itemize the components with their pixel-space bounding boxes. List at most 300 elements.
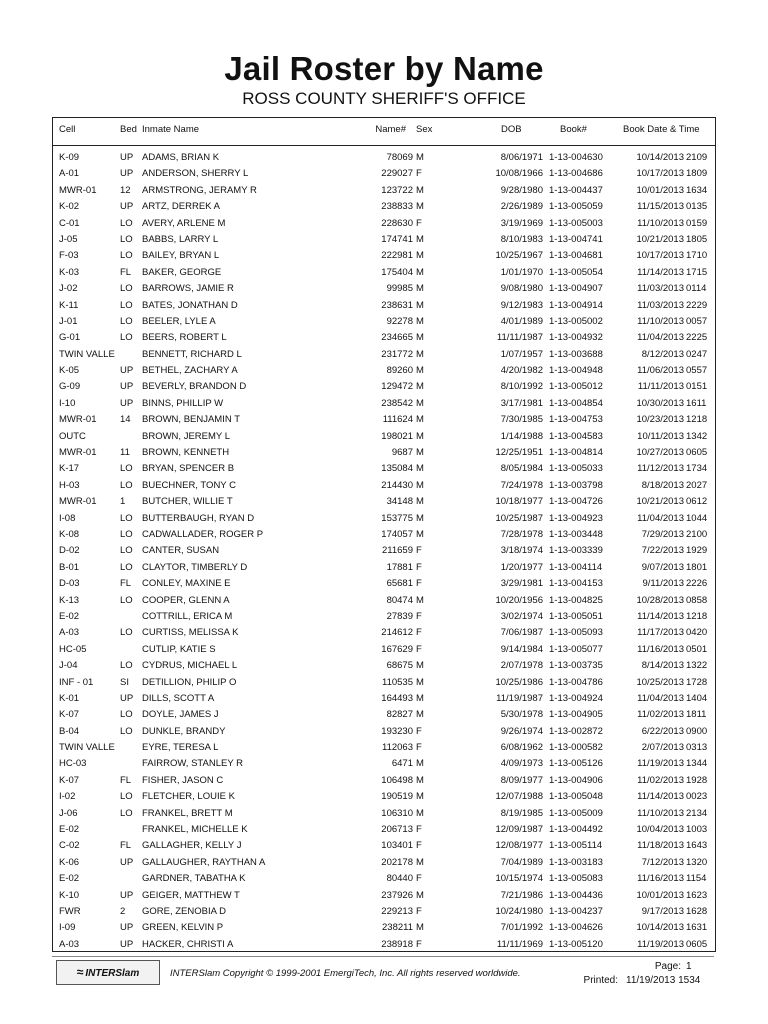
row-bed: LO	[120, 545, 133, 557]
row-bed: LO	[120, 463, 133, 475]
row-name-number: 80440	[386, 873, 413, 885]
row-bed: LO	[120, 709, 133, 721]
row-cell: K-09	[59, 152, 80, 163]
row-book-date: 11/04/2013	[637, 332, 684, 344]
row-book-date: 8/12/2013	[641, 348, 684, 360]
row-inmate-name: CYDRUS, MICHAEL L	[142, 660, 238, 672]
row-inmate-name: CADWALLADER, ROGER P	[142, 528, 264, 540]
table-row	[53, 543, 715, 559]
row-sex: F	[416, 627, 422, 639]
row-book-date: 10/17/2013	[636, 168, 684, 180]
row-sex: M	[416, 414, 424, 426]
row-name-number: 206713	[381, 824, 413, 836]
row-sex: M	[416, 660, 424, 672]
row-sex: F	[416, 561, 422, 573]
row-book-number: 1-13-004237	[549, 905, 603, 917]
row-book-number: 1-13-004923	[549, 512, 603, 524]
row-bed: LO	[120, 332, 133, 344]
row-book-time: 1811	[686, 709, 707, 721]
row-cell: J-05	[59, 233, 78, 245]
row-book-time: 1342	[686, 430, 708, 442]
row-book-time: 1728	[686, 676, 708, 688]
row-book-time: 0858	[686, 594, 708, 606]
row-book-number: 1-13-004437	[549, 184, 603, 196]
row-book-number: 1-13-004153	[549, 578, 603, 590]
row-book-time: 0900	[686, 725, 708, 737]
table-row	[53, 265, 715, 281]
row-book-time: 1929	[686, 545, 708, 557]
row-cell: K-08	[59, 528, 80, 540]
row-name-number: 202178	[381, 856, 413, 868]
row-bed: UP	[120, 397, 134, 409]
row-book-date: 8/18/2013	[641, 479, 684, 491]
row-bed: FL	[120, 578, 132, 590]
row-dob: 8/19/1985	[500, 807, 543, 819]
row-name-number: 238542	[381, 397, 413, 409]
row-dob: 10/24/1980	[495, 905, 543, 917]
row-book-time: 1809	[686, 168, 708, 180]
row-inmate-name: GREEN, KELVIN P	[142, 922, 224, 934]
row-name-number: 234665	[381, 332, 413, 344]
row-sex: F	[416, 873, 422, 885]
row-inmate-name: AVERY, ARLENE M	[142, 217, 226, 229]
row-book-time: 2229	[686, 299, 708, 311]
row-sex: M	[416, 299, 424, 311]
row-sex: F	[416, 217, 422, 229]
row-name-number: 68675	[386, 660, 413, 672]
row-book-date: 11/11/2013	[637, 381, 684, 393]
row-name-number: 111624	[382, 414, 413, 426]
row-book-number: 1-13-004492	[549, 824, 603, 836]
row-inmate-name: GEIGER, MATTHEW T	[142, 889, 240, 901]
row-cell: C-02	[59, 840, 80, 852]
row-sex: M	[416, 447, 424, 459]
row-book-number: 1-13-003798	[549, 479, 603, 491]
row-book-time: 1611	[686, 397, 707, 409]
row-book-time: 1643	[686, 840, 708, 852]
row-inmate-name: ADAMS, BRIAN K	[142, 152, 220, 163]
row-sex: F	[416, 905, 422, 917]
row-dob: 1/14/1988	[500, 430, 543, 442]
row-book-time: 2134	[686, 807, 708, 819]
row-name-number: 222981	[381, 250, 413, 262]
row-cell: K-17	[59, 463, 80, 475]
row-book-time: 1628	[686, 905, 708, 917]
row-book-number: 1-13-004626	[549, 922, 603, 934]
row-bed: LO	[120, 299, 133, 311]
row-book-time: 0605	[686, 447, 708, 459]
row-dob: 10/15/1974	[495, 873, 543, 885]
row-inmate-name: CLAYTOR, TIMBERLY D	[142, 561, 248, 573]
row-name-number: 103401	[381, 840, 413, 852]
row-book-number: 1-13-004825	[549, 594, 603, 606]
row-cell: FWR	[59, 905, 81, 917]
row-name-number: 153775	[381, 512, 413, 524]
row-dob: 7/04/1989	[500, 856, 543, 868]
header-book-date-time: Book Date & Time	[623, 124, 700, 135]
row-book-date: 11/14/2013	[637, 266, 684, 278]
row-cell: D-02	[59, 545, 80, 557]
row-dob: 11/11/1987	[496, 332, 543, 344]
row-dob: 10/25/1986	[495, 676, 543, 688]
row-dob: 4/01/1989	[500, 315, 543, 327]
table-row	[53, 937, 715, 953]
row-book-date: 10/25/2013	[636, 676, 684, 688]
row-book-number: 1-13-004681	[549, 250, 603, 262]
row-book-date: 10/14/2013	[636, 922, 684, 934]
row-inmate-name: EYRE, TERESA L	[142, 742, 219, 754]
table-row	[53, 527, 715, 543]
table-row	[53, 314, 715, 330]
row-inmate-name: BEELER, LYLE A	[142, 315, 216, 327]
row-dob: 5/30/1978	[500, 709, 543, 721]
page-number: 1	[686, 961, 692, 972]
row-sex: M	[416, 250, 424, 262]
row-bed: 11	[120, 447, 130, 459]
row-cell: K-05	[59, 365, 80, 377]
row-sex: M	[416, 692, 424, 704]
row-book-date: 11/14/2013	[637, 791, 684, 803]
page-label: Page:	[654, 961, 681, 972]
row-book-time: 0159	[686, 217, 708, 229]
table-row	[53, 429, 715, 445]
header-dob: DOB	[501, 124, 522, 135]
row-name-number: 229027	[381, 168, 413, 180]
row-inmate-name: BAKER, GEORGE	[142, 266, 222, 278]
row-cell: MWR-01	[59, 447, 97, 459]
row-inmate-name: HACKER, CHRISTI A	[142, 938, 234, 950]
row-name-number: 9687	[391, 447, 413, 459]
row-dob: 3/02/1974	[500, 610, 543, 622]
row-name-number: 174741	[381, 233, 413, 245]
row-book-date: 10/23/2013	[636, 414, 684, 426]
table-row	[53, 478, 715, 494]
row-book-time: 1404	[686, 692, 708, 704]
row-dob: 9/08/1980	[500, 283, 543, 295]
footer-divider	[52, 956, 714, 957]
row-book-date: 11/02/2013	[637, 709, 684, 721]
row-dob: 8/10/1983	[500, 233, 543, 245]
row-name-number: 238631	[381, 299, 413, 311]
row-book-time: 0420	[686, 627, 708, 639]
row-book-date: 11/17/2013	[637, 627, 684, 639]
row-inmate-name: COOPER, GLENN A	[142, 594, 230, 606]
row-dob: 12/09/1987	[495, 824, 543, 836]
row-cell: INF - 01	[59, 676, 94, 688]
row-inmate-name: FRANKEL, MICHELLE K	[142, 824, 248, 836]
row-name-number: 238918	[381, 938, 413, 950]
row-dob: 9/12/1983	[500, 299, 543, 311]
row-book-time: 2226	[686, 578, 708, 590]
row-sex: M	[416, 430, 424, 442]
row-bed: LO	[120, 479, 133, 491]
table-row	[53, 166, 715, 182]
row-dob: 10/20/1956	[495, 594, 543, 606]
row-dob: 10/25/1967	[495, 250, 543, 262]
row-book-date: 11/19/2013	[637, 938, 684, 950]
row-bed: UP	[120, 856, 134, 868]
row-name-number: 190519	[381, 791, 413, 803]
interslam-logo	[56, 960, 160, 985]
row-dob: 7/28/1978	[500, 528, 543, 540]
row-sex: M	[416, 496, 424, 508]
row-cell: D-03	[59, 578, 80, 590]
row-book-time: 0114	[686, 283, 707, 295]
row-book-date: 11/12/2013	[637, 463, 684, 475]
row-dob: 8/06/1971	[500, 152, 543, 163]
row-book-number: 1-13-004854	[549, 397, 603, 409]
header-bed: Bed	[120, 124, 137, 135]
row-cell: J-06	[59, 807, 78, 819]
row-inmate-name: BEERS, ROBERT L	[142, 332, 227, 344]
table-row	[53, 330, 715, 346]
row-book-date: 11/10/2013	[637, 315, 684, 327]
row-name-number: 123722	[381, 184, 413, 196]
roster-table	[52, 117, 716, 952]
row-book-time: 0247	[686, 348, 708, 360]
table-row	[53, 576, 715, 592]
row-inmate-name: BENNETT, RICHARD L	[142, 348, 242, 360]
row-inmate-name: FAIRROW, STANLEY R	[142, 758, 244, 770]
row-name-number: 112063	[382, 742, 413, 754]
table-row	[53, 691, 715, 707]
row-inmate-name: DOYLE, JAMES J	[142, 709, 219, 721]
row-name-number: 89260	[386, 365, 413, 377]
row-cell: E-02	[59, 873, 80, 885]
row-book-date: 10/21/2013	[636, 233, 684, 245]
row-name-number: 106310	[381, 807, 413, 819]
table-row	[53, 904, 715, 920]
row-book-date: 11/03/2013	[637, 299, 684, 311]
row-cell: H-03	[59, 479, 80, 491]
row-sex: M	[416, 791, 424, 803]
row-book-time: 2027	[686, 479, 708, 491]
row-sex: F	[416, 610, 422, 622]
table-header	[53, 124, 715, 140]
table-row	[53, 920, 715, 936]
row-book-date: 10/14/2013	[636, 152, 684, 163]
row-dob: 1/01/1970	[500, 266, 543, 278]
row-book-number: 1-13-004630	[549, 152, 603, 163]
table-body	[53, 150, 715, 953]
table-row	[53, 281, 715, 297]
row-bed: UP	[120, 168, 134, 180]
row-cell: K-01	[59, 692, 80, 704]
row-book-time: 1322	[686, 660, 708, 672]
row-sex: M	[416, 397, 424, 409]
row-cell: MWR-01	[59, 496, 97, 508]
row-cell: A-03	[59, 627, 80, 639]
row-bed: UP	[120, 201, 134, 213]
row-name-number: 82827	[386, 709, 413, 721]
row-cell: TWIN VALLE	[59, 742, 115, 754]
row-inmate-name: BINNS, PHILLIP W	[142, 397, 224, 409]
row-book-number: 1-13-003735	[549, 660, 603, 672]
table-row	[53, 363, 715, 379]
row-book-number: 1-13-004905	[549, 709, 603, 721]
row-sex: F	[416, 742, 422, 754]
table-row	[53, 838, 715, 854]
row-inmate-name: GALLAUGHER, RAYTHAN A	[142, 856, 266, 868]
row-book-date: 11/14/2013	[637, 610, 684, 622]
row-book-time: 1715	[686, 266, 708, 278]
row-cell: A-03	[59, 938, 80, 950]
row-name-number: 238211	[382, 922, 413, 934]
row-inmate-name: BAILEY, BRYAN L	[142, 250, 220, 262]
row-cell: K-03	[59, 266, 80, 278]
row-dob: 12/07/1988	[495, 791, 543, 803]
logo-swoosh-icon: ≈	[76, 965, 84, 979]
row-bed: UP	[120, 365, 134, 377]
row-sex: F	[416, 840, 422, 852]
row-bed: LO	[120, 807, 133, 819]
row-book-number: 1-13-003448	[549, 528, 603, 540]
row-book-number: 1-13-004753	[549, 414, 603, 426]
row-inmate-name: GORE, ZENOBIA D	[142, 905, 226, 917]
row-sex: M	[416, 889, 424, 901]
row-dob: 9/14/1984	[500, 643, 543, 655]
row-cell: G-01	[59, 332, 81, 344]
row-cell: J-01	[59, 315, 78, 327]
row-bed: LO	[120, 233, 133, 245]
row-inmate-name: ARTZ, DERREK A	[142, 201, 220, 213]
row-inmate-name: DETILLION, PHILIP O	[142, 676, 237, 688]
table-row	[53, 593, 715, 609]
row-inmate-name: CONLEY, MAXINE E	[142, 578, 231, 590]
row-bed: 1	[120, 496, 126, 508]
row-cell: G-09	[59, 381, 81, 393]
row-name-number: 214430	[381, 479, 413, 491]
row-dob: 8/10/1992	[500, 381, 543, 393]
row-dob: 7/24/1978	[500, 479, 543, 491]
row-book-date: 6/22/2013	[641, 725, 684, 737]
row-bed: LO	[120, 791, 133, 803]
row-bed: LO	[120, 283, 133, 295]
row-name-number: 164493	[381, 692, 413, 704]
row-bed: UP	[120, 381, 134, 393]
row-book-date: 9/11/2013	[642, 578, 684, 590]
row-book-number: 1-13-005002	[549, 315, 603, 327]
row-sex: F	[416, 643, 422, 655]
row-name-number: 106498	[381, 774, 413, 786]
row-inmate-name: BROWN, JEREMY L	[142, 430, 230, 442]
row-dob: 8/09/1977	[500, 774, 543, 786]
table-row	[53, 511, 715, 527]
row-sex: F	[416, 725, 422, 737]
row-cell: C-01	[59, 217, 80, 229]
row-book-time: 0313	[686, 742, 708, 754]
row-book-number: 1-13-004924	[549, 692, 603, 704]
row-dob: 4/20/1982	[500, 365, 543, 377]
row-book-time: 1710	[686, 250, 708, 262]
row-sex: F	[416, 545, 422, 557]
row-book-time: 1154	[686, 873, 707, 885]
table-row	[53, 740, 715, 756]
row-book-time: 1734	[686, 463, 708, 475]
row-book-date: 10/01/2013	[636, 184, 684, 196]
row-book-number: 1-13-003339	[549, 545, 603, 557]
row-dob: 10/25/1987	[495, 512, 543, 524]
row-sex: M	[416, 201, 424, 213]
row-book-date: 10/30/2013	[636, 397, 684, 409]
row-name-number: 237926	[381, 889, 413, 901]
row-dob: 10/18/1977	[495, 496, 543, 508]
row-cell: K-11	[59, 299, 79, 311]
row-dob: 6/08/1962	[500, 742, 543, 754]
row-inmate-name: BROWN, BENJAMIN T	[142, 414, 240, 426]
row-cell: K-07	[59, 774, 80, 786]
table-row	[53, 199, 715, 215]
row-cell: K-13	[59, 594, 80, 606]
row-book-number: 1-13-004686	[549, 168, 603, 180]
row-sex: M	[416, 233, 424, 245]
table-row	[53, 707, 715, 723]
row-book-time: 0151	[686, 381, 708, 393]
row-book-date: 10/01/2013	[636, 889, 684, 901]
row-book-date: 11/16/2013	[637, 873, 684, 885]
row-bed: UP	[120, 889, 134, 901]
table-row	[53, 379, 715, 395]
row-sex: M	[416, 856, 424, 868]
row-book-time: 2109	[686, 152, 708, 163]
row-name-number: 6471	[391, 758, 413, 770]
row-cell: B-01	[59, 561, 80, 573]
row-book-date: 7/29/2013	[641, 528, 684, 540]
row-book-date: 10/21/2013	[636, 496, 684, 508]
table-row	[53, 347, 715, 363]
row-inmate-name: COTTRILL, ERICA M	[142, 610, 233, 622]
row-book-time: 1928	[686, 774, 708, 786]
table-row	[53, 773, 715, 789]
row-sex: M	[416, 381, 424, 393]
row-sex: M	[416, 774, 424, 786]
table-row	[53, 232, 715, 248]
row-sex: M	[416, 463, 424, 475]
row-book-number: 1-13-005093	[549, 627, 603, 639]
row-cell: I-02	[59, 791, 76, 803]
row-cell: I-10	[59, 397, 76, 409]
row-name-number: 231772	[381, 348, 413, 360]
row-name-number: 110535	[382, 676, 413, 688]
row-inmate-name: BUTCHER, WILLIE T	[142, 496, 233, 508]
row-inmate-name: BROWN, KENNETH	[142, 447, 230, 459]
header-cell: Cell	[59, 124, 76, 135]
row-bed: FL	[120, 266, 132, 278]
row-cell: E-02	[59, 824, 80, 836]
row-sex: M	[416, 365, 424, 377]
row-book-date: 11/18/2013	[637, 840, 684, 852]
row-bed: 14	[120, 414, 131, 426]
row-bed: UP	[120, 692, 134, 704]
report-title: Jail Roster by Name	[224, 50, 544, 87]
row-dob: 3/29/1981	[500, 578, 543, 590]
row-dob: 7/01/1992	[500, 922, 543, 934]
row-inmate-name: FRANKEL, BRETT M	[142, 807, 233, 819]
row-book-date: 10/27/2013	[636, 447, 684, 459]
row-inmate-name: BUTTERBAUGH, RYAN D	[142, 512, 255, 524]
row-bed: LO	[120, 660, 133, 672]
row-bed: UP	[120, 152, 134, 163]
row-book-number: 1-13-005077	[549, 643, 603, 655]
row-book-time: 0057	[686, 315, 708, 327]
header-book-number: Book#	[560, 124, 587, 135]
row-cell: K-10	[59, 889, 80, 901]
table-row	[53, 724, 715, 740]
row-book-number: 1-13-004741	[549, 233, 603, 245]
row-book-date: 11/02/2013	[637, 774, 684, 786]
row-book-date: 10/11/2013	[637, 430, 684, 442]
row-book-date: 11/03/2013	[637, 283, 684, 295]
